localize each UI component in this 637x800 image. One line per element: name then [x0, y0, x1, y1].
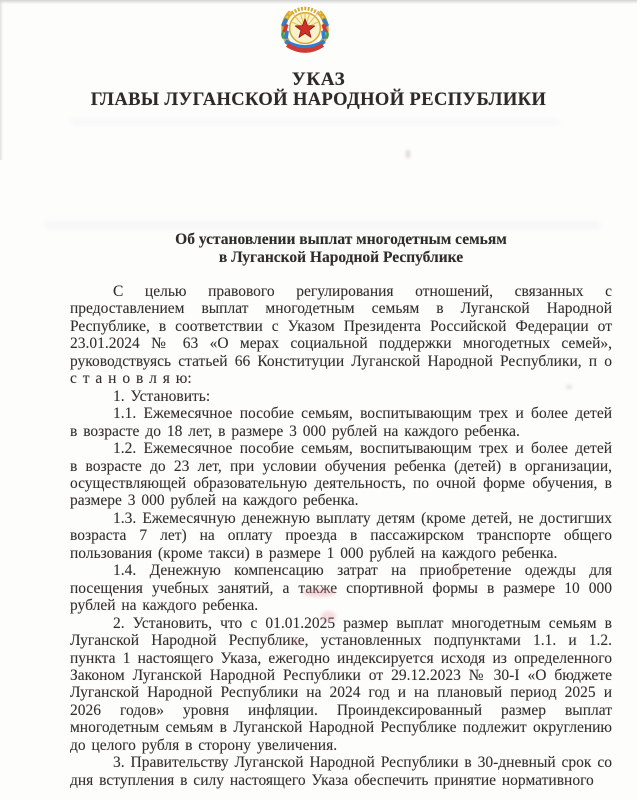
- scan-artifact: [321, 611, 336, 623]
- document-header: [0, 2, 637, 111]
- paragraph: 2. Установить, что с 01.01.2025 размер выплат многодетным семьям в Луганской Народной Республике, установленных подпунктами 1.1. и 1.2. пункта 1 настоящего Указа, ежегодно индексируется исходя из определенного Законом Луганской Народной Республики от 29.12.2023 № 30-I «О бюджете Луганской Народной Республики на 2024 год и на плановый период 2025 и 2026 годов» уровня инфляции. Проиндексированный размер выплат многодетным семьям в Луганской Народной Республике подлежит округлению до целого рубля в сторону увеличения.: [70, 614, 612, 754]
- paragraph: 1.2. Ежемесячное пособие семьям, воспитывающим трех и более детей в возрасте до 23 лет, при условии обучения ребенка (детей) в организации, осуществляющей образовательную деятельность, по очной форме обучения, в размере 3 000 рублей на каждого ребенка.: [70, 440, 612, 510]
- scan-artifact: [452, 566, 462, 574]
- scan-artifact: [291, 639, 302, 646]
- scan-ghosting: [70, 119, 560, 125]
- subject-line-1: Об установлении выплат многодетным семьям: [175, 231, 507, 248]
- scan-artifact: [302, 588, 336, 597]
- lnr-coat-of-arms-icon: [277, 2, 333, 58]
- paragraph: 3. Правительству Луганской Народной Республики в 30-дневный срок со дня вступления в силу настоящего Указа обеспечить принятие нормативного: [70, 754, 612, 789]
- paragraph: 1. Установить:: [113, 387, 211, 405]
- decree-authority-title: ГЛАВЫ ЛУГАНСКОЙ НАРОДНОЙ РЕСПУБЛИКИ: [90, 90, 547, 110]
- paragraph: 1.3. Ежемесячную денежную выплату детям (кроме детей, не достигших возраста 7 лет) на оплату проезда в пассажирском транспорте общего пользования (кроме такси) в размере 1 000 рублей на каждого ребенка.: [70, 509, 612, 562]
- decree-title: УКАЗ: [291, 69, 346, 90]
- scan-artifact: [566, 385, 572, 389]
- paragraph: 1.4. Денежную компенсацию затрат на приобретение одежды для посещения учебных занятий, а также спортивной формы в размере 10 000 рублей на каждого ребенка.: [70, 562, 612, 615]
- scan-ghosting: [45, 221, 600, 229]
- paragraph: С целью правового регулирования отношений, связанных с предоставлением выплат многодетным семьям в Луганской Народной Республике, в соответствии с Указом Президента Российской Федерации от 23.01.2024 № 63 «О мерах социальной поддержки многодетных семей», руководствуясь статьей 66 Конституции Луганской Народной Республики, п о с т а н о в л я ю:: [70, 283, 612, 388]
- scan-artifact: [406, 150, 410, 158]
- decree-subject-heading: [70, 231, 612, 267]
- decree-body-text: [70, 283, 612, 789]
- subject-line-2: в Луганской Народной Республике: [218, 249, 464, 266]
- paragraph: 1.1. Ежемесячное пособие семьям, воспитывающим трех и более детей в возрасте до 18 лет, в размере 3 000 рублей на каждого ребенка.: [70, 405, 612, 440]
